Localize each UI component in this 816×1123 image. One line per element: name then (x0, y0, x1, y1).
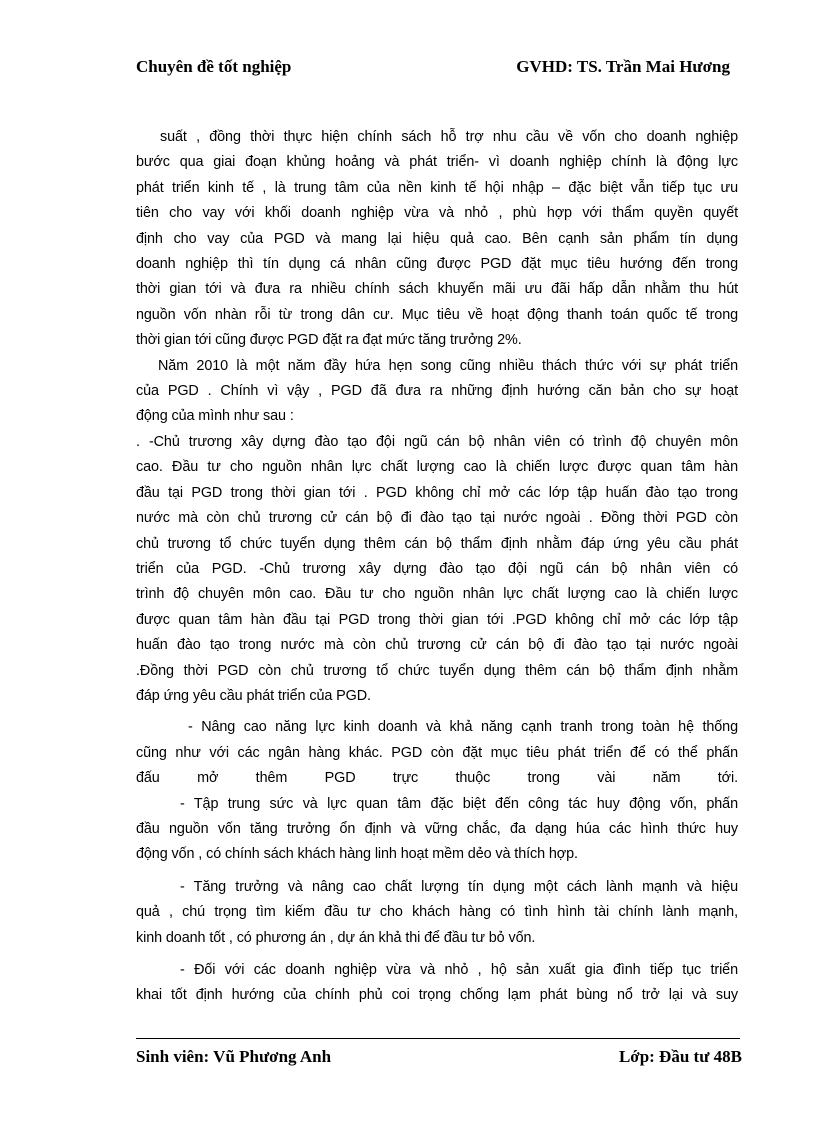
header-title: Chuyên đề tốt nghiệp (136, 57, 292, 76)
text-line: .Đồng thời PGD còn chủ trương tổ chức tuyển dụng thêm cán bộ thẩm định nhằm (136, 662, 738, 679)
text-line: tiên cho vay với khối doanh nghiệp vừa và nhỏ , phù hợp với thẩm quyền quyết (136, 205, 738, 222)
text-line: - Đối với các doanh nghiệp vừa và nhỏ , hộ sản xuất gia đình tiếp tục triển (180, 962, 738, 978)
text-line: đầu tại PGD trong thời gian tới . PGD không chỉ mở các lớp tập huấn đào tạo trong (136, 484, 738, 501)
text-line: suất , đồng thời thực hiện chính sách hỗ trợ nhu cầu về vốn cho doanh nghiệp (160, 129, 738, 145)
text-line: của PGD . Chính vì vậy , PGD đã đưa ra những định hướng căn bản cho sự hoạt (136, 383, 738, 400)
text-line: Năm 2010 là một năm đầy hứa hẹn song cũng nhiều thách thức với sự phát triển (158, 357, 738, 374)
text-line: chủ trương tổ chức tuyển dụng thêm cán bộ thẩm định nhằm đáp ứng yêu cầu phát (136, 535, 738, 552)
text-line: kinh doanh tốt , có phương án , dự án khả thi để đầu tư bỏ vốn. (136, 929, 536, 946)
text-line: doanh nghiệp thì tín dụng cá nhân cũng được PGD đặt mục tiêu hướng đến trong (136, 256, 738, 273)
text-line: - Tập trung sức và lực quan tâm đặc biệt đến công tác huy động vốn, phấn (180, 795, 738, 812)
text-line: thời gian tới và đưa ra nhiều chính sách khuyến mãi ưu đãi hấp dẫn nhằm thu hút (136, 281, 738, 298)
text-line: động vốn , có chính sách khách hàng linh hoạt mềm dẻo và thích hợp. (136, 846, 578, 863)
text-line: quả , chú trọng tìm kiếm đầu tư cho khách hàng có tình hình tài chính lành mạnh, (136, 904, 738, 921)
text-line: phát triển kinh tế , là trung tâm của nền kinh tế hội nhập – đặc biệt vẫn tiếp tục ưu (136, 179, 738, 196)
text-line: khai tốt định hướng của chính phủ coi trọng chống lạm phát bùng nổ trở lại và suy (136, 987, 738, 1004)
footer-divider (136, 1038, 740, 1039)
text-line: bước qua giai đoạn khủng hoảng và phát triển- vì doanh nghiệp chính là động lực (136, 154, 738, 171)
text-line: huấn đào tạo trong nước mà còn chủ trương cử cán bộ đi đào tạo tại nước ngoài (136, 637, 738, 654)
text-line: định cho vay của PGD và mang lại hiệu quả cao. Bên cạnh sản phẩm tín dụng (136, 230, 738, 247)
document-body (136, 125, 738, 1009)
text-line: đấu mở thêm PGD trực thuộc trong vài năm tới. (136, 770, 738, 787)
text-line: được quan tâm hàn đầu tại PGD trong thời gian tới .PGD không chỉ mở các lớp tập (136, 611, 738, 628)
page-footer (136, 1046, 742, 1068)
text-line: - Tăng trưởng và nâng cao chất lượng tín dụng một cách lành mạnh và hiệu (180, 878, 738, 895)
text-line: cao. Đầu tư cho nguồn nhân lực chất lượng cao là chiến lược được quan tâm hàn (136, 459, 738, 476)
text-line: nguồn vốn nhàn rỗi từ trong dân cư. Mục tiêu về hoạt động thanh toán quốc tế trong (136, 306, 738, 323)
page-header (136, 56, 730, 78)
text-line: trình độ chuyên môn cao. Đầu tư cho nguồn nhân lực chất lượng cao là chiến lược (136, 586, 738, 603)
text-line: nước mà còn chủ trương cử cán bộ đi đào tạo tại nước ngoài . Đồng thời PGD còn (136, 510, 738, 527)
text-line: đáp ứng yêu cầu phát triển của PGD. (136, 687, 371, 704)
text-line: . -Chủ trương xây dựng đào tạo đội ngũ cán bộ nhân viên có trình độ chuyên môn (136, 433, 738, 450)
text-line: đầu nguồn vốn tăng trưởng ổn định và vững chắc, đa dạng húa các hình thức huy (136, 820, 738, 837)
text-line: cũng như với các ngân hàng khác. PGD còn đặt mục tiêu phát triển để có thể phấn (136, 744, 738, 761)
text-line: - Nâng cao năng lực kinh doanh và khả năng cạnh tranh trong toàn hệ thống (188, 719, 738, 736)
text-line: động của mình như sau : (136, 408, 294, 425)
text-line: triển của PGD. -Chủ trương xây dựng đào tạo đội ngũ cán bộ nhân viên có (136, 560, 738, 577)
footer-student: Sinh viên: Vũ Phương Anh (136, 1047, 332, 1066)
header-advisor: GVHD: TS. Trần Mai Hương (516, 57, 730, 76)
text-line: thời gian tới cũng được PGD đặt ra đạt mức tăng trưởng 2%. (136, 332, 522, 349)
footer-class: Lớp: Đầu tư 48B (618, 1047, 742, 1066)
